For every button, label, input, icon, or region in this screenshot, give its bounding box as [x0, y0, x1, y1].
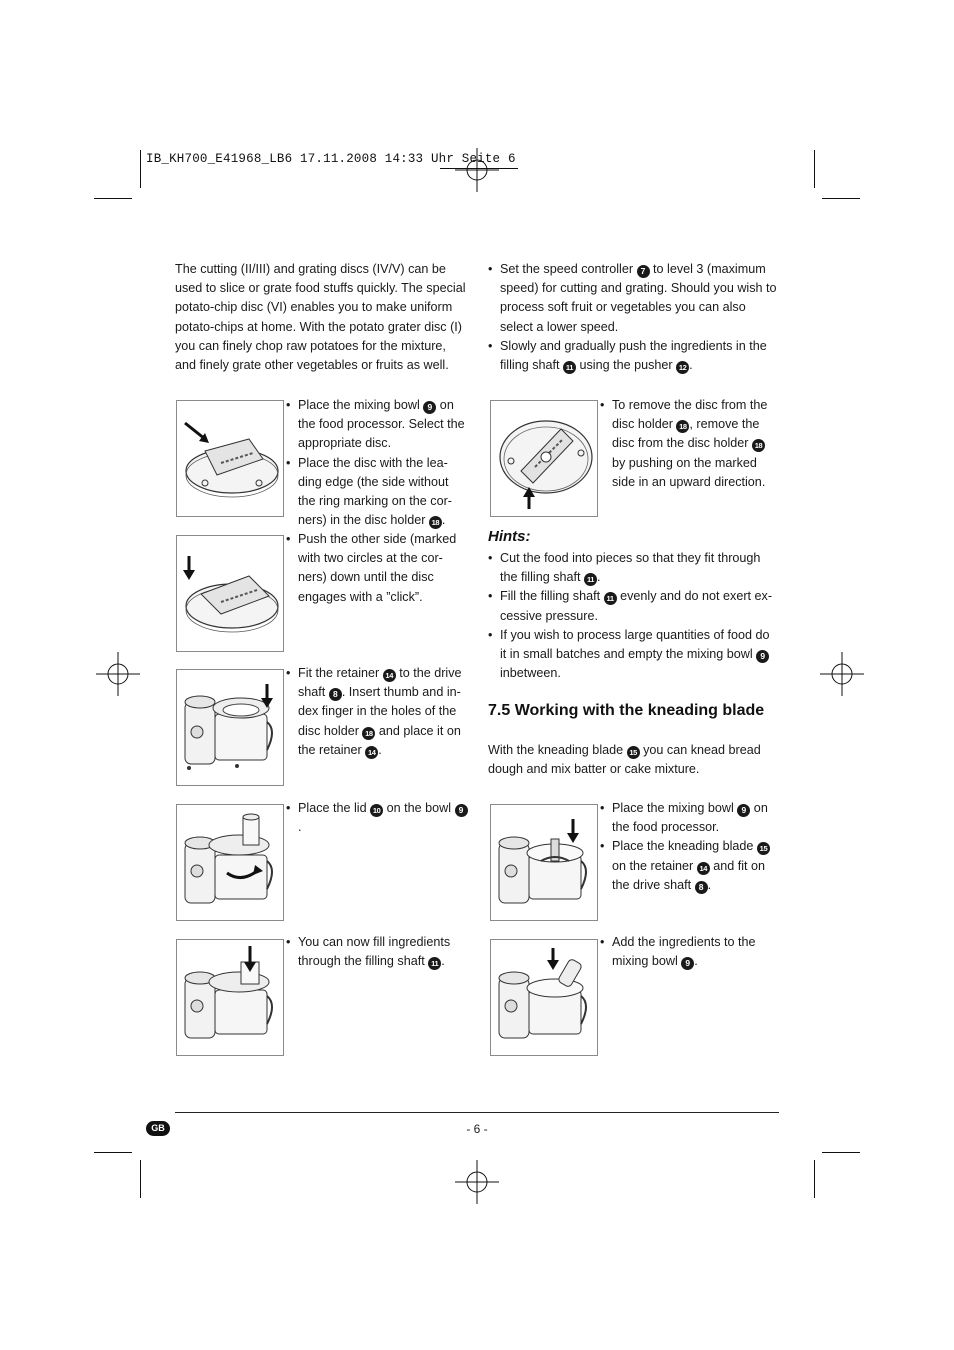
step-push-disc: • Push the other side (marked with two circles at the cor-ners) down until the disc engages with a ”click”. [286, 530, 468, 607]
ref-number: 18 [676, 420, 689, 433]
step-set-speed: • Set the speed controller 7 to level 3 (maximum speed) for cutting and grating. Should you wish to process soft fruit or vegetables you can also select a lower speed. [488, 260, 778, 337]
kneading-intro: With the kneading blade 15 you can knead bread dough and mix batter or cake mixture. [488, 743, 761, 777]
intro-paragraph: The cutting (II/III) and grating discs (IV/V) can be used to slice or grate food stuffs quickly. The special potato-chip disc (VI) enables you to make uniform potato-chips at home. With the potato grater disc (I) you can finely chop raw potatoes for the mixture, and finely grate other vegetables or fruits as well. [175, 262, 466, 373]
ref-number: 11 [604, 592, 617, 605]
figure-add-ingredients [490, 939, 598, 1056]
ref-number: 12 [676, 361, 689, 374]
ref-number: 14 [697, 862, 710, 875]
figure-disc-push [176, 535, 284, 652]
figure-fill-shaft [176, 939, 284, 1056]
step-add-ingredients: • Add the ingredients to the mixing bowl 9 . [600, 933, 778, 971]
ref-number: 9 [455, 804, 468, 817]
ref-number: 11 [584, 573, 597, 586]
hints-list [488, 549, 778, 683]
figure-disc-insert [176, 400, 284, 517]
step-push-ingredients: • Slowly and gradually push the ingredients in the filling shaft 11 using the pusher 12 . [488, 337, 778, 375]
speed-steps [488, 260, 778, 375]
ref-number: 7 [637, 265, 650, 278]
section-heading: 7.5 Working with the kneading blade [488, 702, 765, 719]
step-remove-disc: • To remove the disc from the disc holder 18 , remove the disc from the disc holder 18 by pushing on the marked side in an upward direction. [600, 396, 778, 492]
steps-fit-retainer [286, 664, 468, 760]
ref-number: 15 [627, 746, 640, 759]
step-fill-shaft: • You can now fill ingredients through the filling shaft 11 . [286, 933, 468, 971]
ref-number: 18 [429, 516, 442, 529]
hints-heading: Hints: [488, 528, 531, 545]
ref-number: 9 [737, 804, 750, 817]
crop-mark [94, 1152, 132, 1153]
registration-mark-bottom [455, 1160, 499, 1204]
language-badge: GB [146, 1121, 170, 1136]
registration-mark-right [820, 652, 864, 696]
registration-mark-top [455, 148, 499, 192]
ref-number: 9 [756, 650, 769, 663]
crop-mark [822, 198, 860, 199]
step-place-bowl: • Place the mixing bowl 9 on the food processor. Select the appropriate disc. [286, 396, 468, 454]
footer-rule [175, 1112, 779, 1113]
figure-fit-retainer [176, 669, 284, 786]
figure-kneading-blade [490, 804, 598, 921]
step-fit-retainer: • Fit the retainer 14 to the drive shaft 8 . Insert thumb and in-dex finger in the holes of the disc holder 18 and place it on the retainer 14 . [286, 664, 468, 760]
figure-remove-disc [490, 400, 598, 517]
crop-mark [814, 150, 815, 188]
crop-mark [822, 1152, 860, 1153]
ref-number: 18 [752, 439, 765, 452]
crop-mark [140, 1160, 141, 1198]
steps-fill-shaft [286, 933, 468, 971]
ref-number: 11 [428, 957, 441, 970]
ref-number: 8 [695, 881, 708, 894]
ref-number: 18 [362, 727, 375, 740]
ref-number: 14 [383, 669, 396, 682]
hint-item: • Fill the filling shaft 11 evenly and do not exert ex-cessive pressure. [488, 587, 778, 625]
ref-number: 10 [370, 804, 383, 817]
hint-item: • Cut the food into pieces so that they fit through the filling shaft 11 . [488, 549, 778, 587]
step-place-lid: • Place the lid 10 on the bowl 9. [286, 799, 468, 837]
step-place-disc: • Place the disc with the lea-ding edge (the side without the ring marking on the cor-ners) in the disc holder 18 . [286, 454, 468, 531]
ref-number: 14 [365, 746, 378, 759]
ref-number: 11 [563, 361, 576, 374]
steps-place-lid [286, 799, 468, 837]
crop-mark [94, 198, 132, 199]
registration-mark-left [96, 652, 140, 696]
hint-item: • If you wish to process large quantities of food do it in small batches and empty the mixing bowl 9 inbetween. [488, 626, 778, 684]
steps-kneading-blade [600, 799, 778, 895]
steps-disc-insert [286, 396, 468, 530]
ref-number: 8 [329, 688, 342, 701]
page-number: - 6 - [466, 1122, 488, 1136]
ref-number: 9 [423, 401, 436, 414]
crop-mark [814, 1160, 815, 1198]
steps-add-ingredients [600, 933, 778, 971]
ref-number: 9 [681, 957, 694, 970]
step-place-kneading-blade: • Place the kneading blade 15 on the retainer 14 and fit on the drive shaft 8 . [600, 837, 778, 895]
steps-disc-push [286, 530, 468, 607]
print-slug: IB_KH700_E41968_LB6 17.11.2008 14:33 Uhr Seite 6 [146, 152, 516, 166]
crop-mark [140, 150, 141, 188]
step-place-bowl-knead: • Place the mixing bowl 9 on the food processor. [600, 799, 778, 837]
steps-remove-disc [600, 396, 778, 492]
ref-number: 15 [757, 842, 770, 855]
figure-place-lid [176, 804, 284, 921]
